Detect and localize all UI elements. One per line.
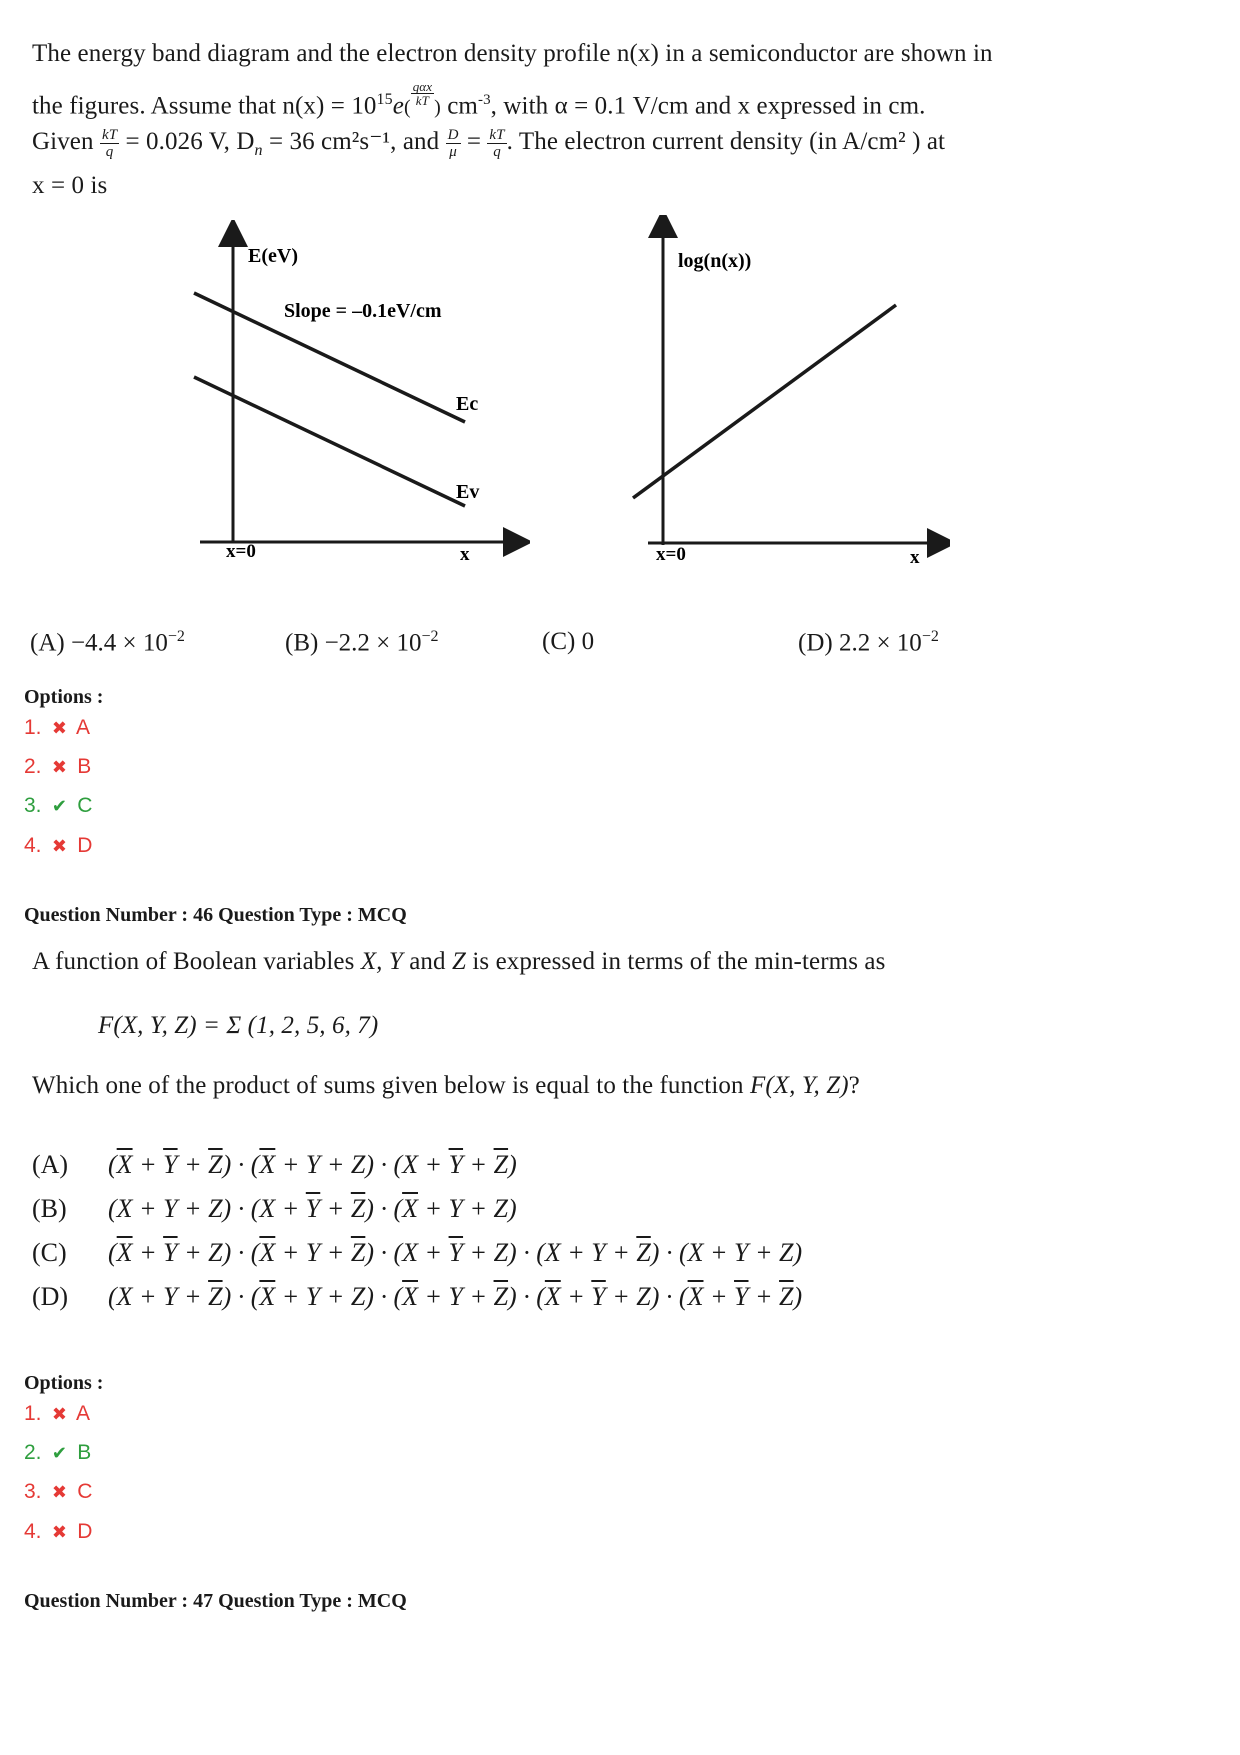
q46-option-3[interactable]: 3. ✖ C — [24, 1480, 93, 1503]
q45-choice-a: $(A) -4.4 \times 10^{-2}$ — [30, 628, 185, 657]
energy-band-diagram — [180, 220, 530, 575]
log-n-axis-label: log(n(x)) — [678, 250, 752, 272]
check-icon: ✔ — [51, 796, 67, 816]
q45-choice-b: $(B) -2.2 \times 10^{-2}$ — [285, 628, 439, 657]
slope-label: Slope = –0.1eV/cm — [284, 300, 442, 322]
check-icon: ✔ — [51, 1443, 67, 1463]
q45-line-3: Given $\frac{kT}{q}$ = 0.026 V, $D_n = 36$ cm²s⁻¹, and $\frac{D}{\mu}$ = $\frac{kT}{q}$ . The electron current density (in A/cm² ) at — [32, 126, 946, 160]
q45-choice-c: (C) 0 — [542, 628, 595, 655]
q45-option-4[interactable]: 4. ✖ D — [24, 834, 93, 857]
q46-choices: (A) $(\overline{X} + \overline{Y} + \overline{Z}) \cdot (\overline{X} + Y + Z) \cdot (X + \overline{Y} + \overline{Z})$ (B) $(X + Y + Z) \cdot (X + \overline{Y} + \overline{Z}) \cdot (\overline{X} + Y + Z)$ (C) $(\overline{X} + \overline{Y} + Z) \cdot (\overline{X} + Y + \overline{Z}) \cdot (X + \overline{Y} + Z) \cdot (X + Y + \overline{Z}) \cdot (X + Y + Z)$ (D) $(X + Y + \overline{Z}) \cdot (\overline{X} + Y + Z) \cdot (\overline{X} + Y + \overline{Z}) \cdot (\overline{X} + \overline{Y} + Z) \cdot (\overline{X} + \overline{Y} + \overline{Z})$ — [32, 1150, 803, 1311]
q46-option-4[interactable]: 4. ✖ D — [24, 1520, 93, 1543]
cross-icon: ✖ — [51, 1522, 67, 1542]
q46-options-heading: Options : — [24, 1372, 104, 1394]
x-label: x — [910, 547, 920, 568]
cross-icon: ✖ — [51, 718, 67, 738]
ev-label: Ev — [456, 481, 480, 503]
q47-header: Question Number : 47 Question Type : MCQ — [24, 1590, 407, 1612]
cross-icon: ✖ — [51, 1404, 67, 1424]
q46-header: Question Number : 46 Question Type : MCQ — [24, 904, 407, 926]
ec-label: Ec — [456, 393, 479, 415]
cross-icon: ✖ — [51, 836, 67, 856]
q45-option-1[interactable]: 1. ✖ A — [24, 716, 91, 739]
q46-intro: A function of Boolean variables X, Y and Z is expressed in terms of the min-terms as — [32, 948, 886, 975]
q45-line-1: The energy band diagram and the electron density profile n(x) in a semiconductor are shown in — [32, 40, 993, 67]
energy-axis-label: E(eV) — [248, 245, 298, 267]
q45-line-2: the figures. Assume that $n(x) = 10^{15}e$( $\frac{\text{qαx}}{kT}$ ) $cm^{-3}$, with α = 0.1 V/cm and x expressed in cm. — [32, 79, 926, 120]
q45-line-4: x = 0 is — [32, 172, 108, 199]
cross-icon: ✖ — [51, 1482, 67, 1502]
q46-question: Which one of the product of sums given below is equal to the function F(X, Y, Z)? — [32, 1072, 860, 1099]
x0-label: x=0 — [226, 541, 256, 562]
q46-option-1[interactable]: 1. ✖ A — [24, 1402, 91, 1425]
q46-option-2[interactable]: 2. ✔ B — [24, 1441, 92, 1464]
x-label: x — [460, 544, 470, 565]
q46-formula: F(X, Y, Z) = Σ (1, 2, 5, 6, 7) — [98, 1012, 379, 1039]
x0-label: x=0 — [656, 544, 686, 565]
electron-density-plot — [620, 215, 950, 575]
log-n-line — [633, 305, 896, 498]
ev-line — [194, 377, 465, 506]
q45-option-2[interactable]: 2. ✖ B — [24, 755, 92, 778]
q45-options-heading: Options : — [24, 686, 104, 708]
q45-option-3[interactable]: 3. ✔ C — [24, 794, 93, 817]
q45-choice-d: (D) $2.2 \times 10^{-2}$ — [798, 628, 939, 657]
cross-icon: ✖ — [51, 757, 67, 777]
